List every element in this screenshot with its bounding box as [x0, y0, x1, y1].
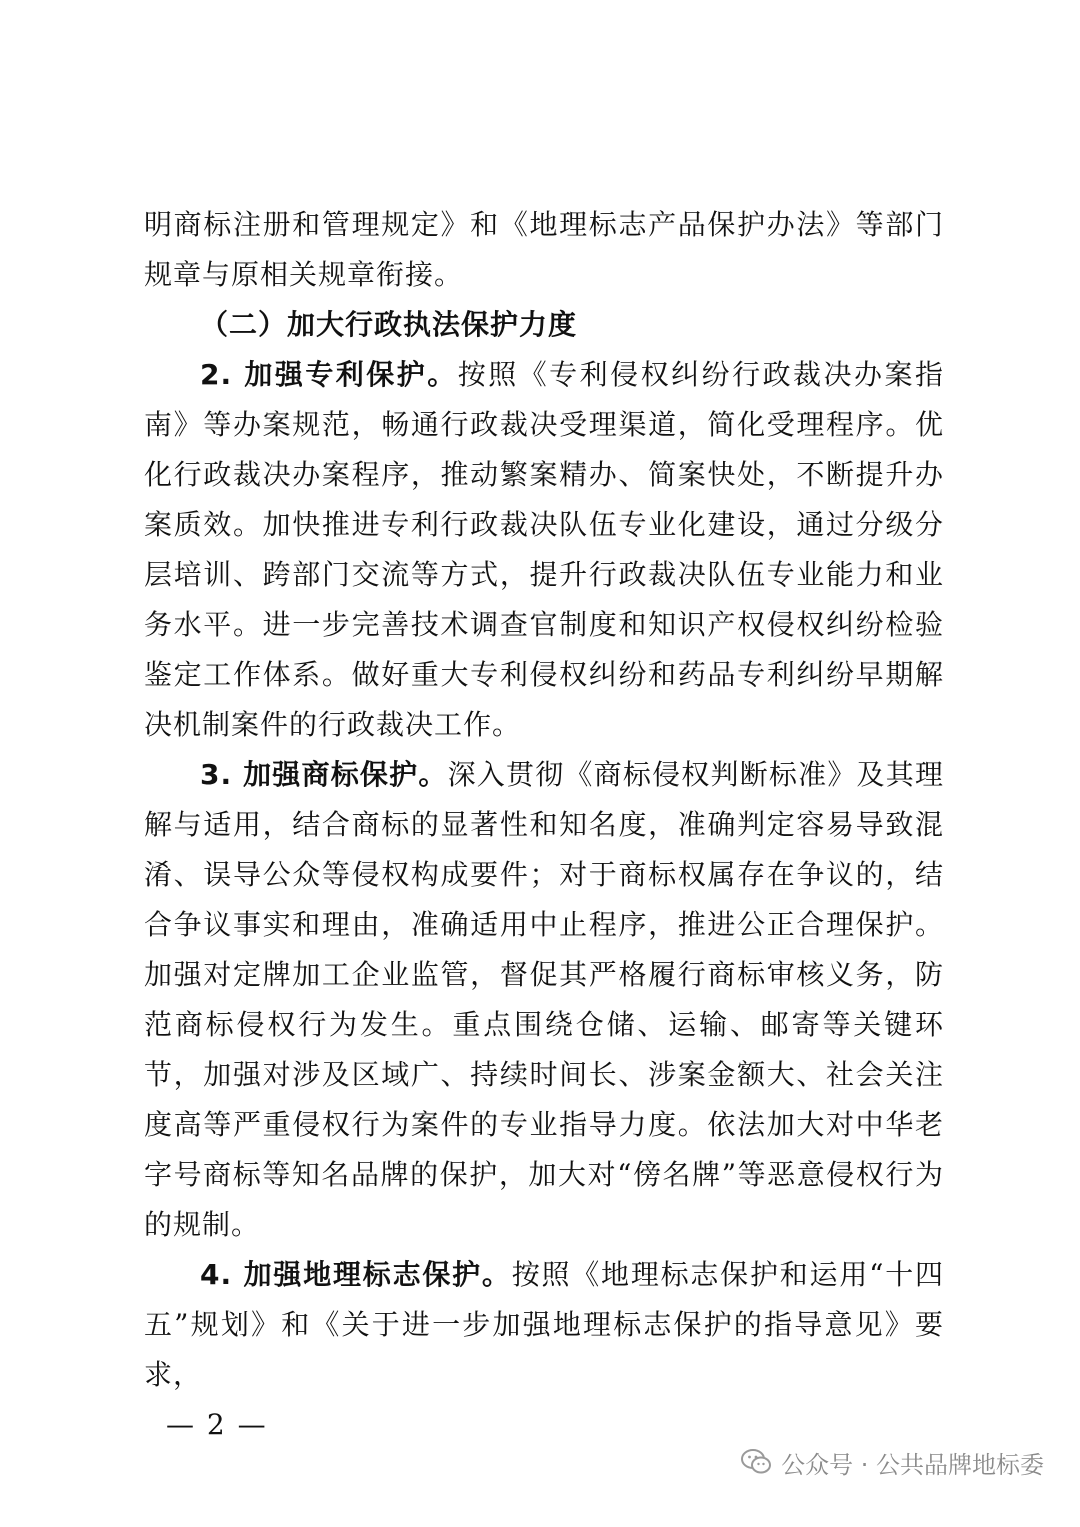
- paragraph-lead: 4. 加强地理标志保护。: [200, 1258, 512, 1291]
- paragraph-lead: 2. 加强专利保护。: [200, 358, 458, 391]
- watermark: [741, 1442, 1044, 1482]
- paragraph-trademark: [144, 750, 944, 1250]
- paragraph-text: 按照《专利侵权纠纷行政裁决办案指南》等办案规范，畅通行政裁决受理渠道，简化受理程序。优化行政裁决办案程序，推动繁案精办、简案快处，不断提升办案质效。加快推进专利行政裁决队伍专业化建设，通过分级分层培训、跨部门交流等方式，提升行政裁决队伍专业能力和业务水平。进一步完善技术调查官制度和知识产权侵权纠纷检验鉴定工作体系。做好重大专利侵权纠纷和药品专利纠纷早期解决机制案件的行政裁决工作。: [144, 358, 944, 741]
- watermark-text: 公众号 · 公共品牌地标委: [781, 1450, 1044, 1479]
- paragraph-continuation: 明商标注册和管理规定》和《地理标志产品保护办法》等部门规章与原相关规章衔接。: [144, 208, 944, 291]
- page-number: — 2 —: [166, 1408, 268, 1441]
- paragraph-patent: [144, 350, 944, 750]
- document-body: [144, 200, 944, 1400]
- paragraph-lead: 3. 加强商标保护。: [200, 758, 448, 791]
- paragraph-text: 深入贯彻《商标侵权判断标准》及其理解与适用，结合商标的显著性和知名度，准确判定容易导致混淆、误导公众等侵权构成要件；对于商标权属存在争议的，结合争议事实和理由，准确适用中止程序，推进公正合理保护。加强对定牌加工企业监管，督促其严格履行商标审核义务，防范商标侵权行为发生。重点围绕仓储、运输、邮寄等关键环节，加强对涉及区域广、持续时间长、涉案金额大、社会关注度高等严重侵权行为案件的专业指导力度。依法加大对中华老字号商标等知名品牌的保护，加大对“傍名牌”等恶意侵权行为的规制。: [144, 758, 944, 1241]
- paragraph-text: 按照《地理标志保护和运用“十四五”规划》和《关于进一步加强地理标志保护的指导意见》要求，: [144, 1258, 944, 1391]
- section-heading: （二）加大行政执法保护力度: [200, 308, 578, 341]
- wechat-icon: [741, 1449, 771, 1475]
- paragraph-geographical-indication: [144, 1250, 944, 1400]
